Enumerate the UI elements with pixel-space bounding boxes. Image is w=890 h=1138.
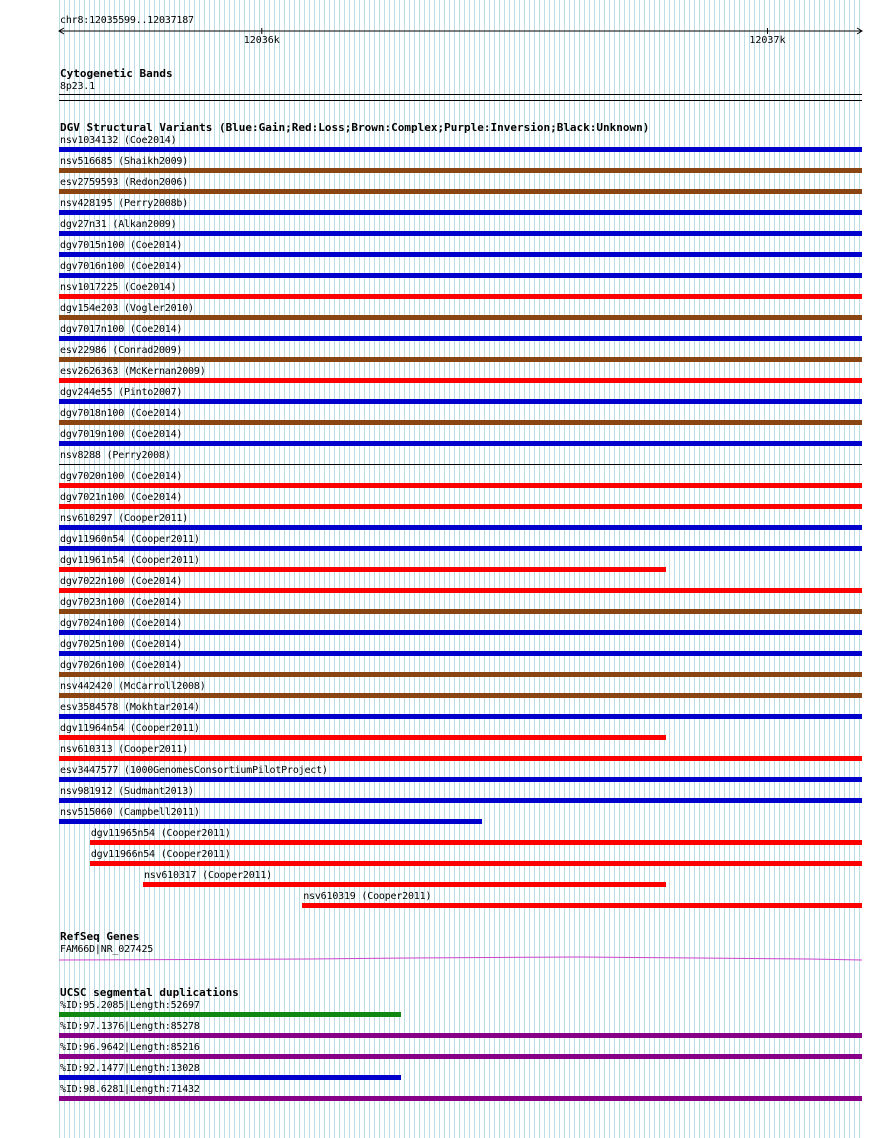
dgv-feature-label[interactable]: nsv1017225 (Coe2014) (60, 282, 177, 293)
cytoband-outline-top (59, 94, 862, 95)
cytoband-label: 8p23.1 (60, 81, 95, 92)
dgv-feature-label[interactable]: dgv11965n54 (Cooper2011) (90, 828, 231, 839)
dgv-feature-label[interactable]: nsv610297 (Cooper2011) (60, 513, 189, 524)
ruler-axis (0, 0, 890, 60)
dgv-feature-label[interactable]: dgv7021n100 (Coe2014) (60, 492, 183, 503)
cytoband-outline-bottom (59, 100, 862, 101)
dgv-feature-label[interactable]: nsv981912 (Sudmant2013) (60, 786, 194, 797)
dgv-feature-bar[interactable] (59, 336, 862, 341)
dgv-feature-bar[interactable] (59, 777, 862, 782)
dgv-feature-label[interactable]: dgv7025n100 (Coe2014) (60, 639, 183, 650)
dgv-feature-label[interactable]: dgv7024n100 (Coe2014) (60, 618, 183, 629)
dgv-feature-bar[interactable] (59, 147, 862, 152)
dgv-feature-label[interactable]: nsv515060 (Campbell2011) (60, 807, 200, 818)
segdup-feature-label[interactable]: %ID:97.1376|Length:85278 (60, 1021, 200, 1032)
segdup-feature-label[interactable]: %ID:96.9642|Length:85216 (60, 1042, 200, 1053)
dgv-feature-bar[interactable] (59, 819, 482, 824)
segdup-feature-bar[interactable] (59, 1054, 862, 1059)
refseq-track-title: RefSeq Genes (60, 930, 140, 943)
dgv-feature-bar[interactable] (59, 189, 862, 194)
ruler-tick-label: 12037k (749, 35, 786, 46)
dgv-feature-bar[interactable] (59, 735, 666, 740)
dgv-feature-label[interactable]: nsv1034132 (Coe2014) (60, 135, 177, 146)
dgv-feature-label[interactable]: nsv610317 (Cooper2011) (143, 870, 272, 881)
dgv-feature-bar[interactable] (59, 357, 862, 362)
dgv-feature-label[interactable]: nsv516685 (Shaikh2009) (60, 156, 189, 167)
dgv-feature-label[interactable]: dgv11964n54 (Cooper2011) (60, 723, 200, 734)
cytoband-track-title: Cytogenetic Bands (60, 67, 173, 80)
dgv-feature-label[interactable]: dgv244e55 (Pinto2007) (60, 387, 183, 398)
dgv-feature-label[interactable]: dgv27n31 (Alkan2009) (60, 219, 177, 230)
dgv-feature-label[interactable]: esv3447577 (1000GenomesConsortiumPilotProject) (60, 765, 328, 776)
dgv-feature-bar[interactable] (302, 903, 862, 908)
dgv-feature-bar[interactable] (59, 231, 862, 236)
dgv-feature-label[interactable]: esv2759593 (Redon2006) (60, 177, 189, 188)
dgv-feature-bar[interactable] (59, 420, 862, 425)
dgv-feature-label[interactable]: dgv7026n100 (Coe2014) (60, 660, 183, 671)
dgv-track-title: DGV Structural Variants (Blue:Gain;Red:Loss;Brown:Complex;Purple:Inversion;Black:Unknown) (60, 121, 650, 134)
region-label: chr8:12035599..12037187 (60, 15, 194, 26)
dgv-feature-bar[interactable] (59, 714, 862, 719)
dgv-feature-bar[interactable] (59, 441, 862, 446)
dgv-feature-bar[interactable] (59, 651, 862, 656)
dgv-feature-bar[interactable] (59, 252, 862, 257)
ruler-tick-label: 12036k (243, 35, 280, 46)
dgv-feature-label[interactable]: dgv11961n54 (Cooper2011) (60, 555, 200, 566)
dgv-feature-bar[interactable] (59, 399, 862, 404)
segdup-feature-label[interactable]: %ID:98.6281|Length:71432 (60, 1084, 200, 1095)
dgv-feature-bar[interactable] (59, 464, 862, 465)
dgv-feature-bar[interactable] (59, 210, 862, 215)
dgv-feature-bar[interactable] (59, 672, 862, 677)
dgv-feature-label[interactable]: esv2626363 (McKernan2009) (60, 366, 206, 377)
dgv-feature-label[interactable]: esv22986 (Conrad2009) (60, 345, 183, 356)
segdup-feature-bar[interactable] (59, 1012, 401, 1017)
dgv-feature-label[interactable]: nsv428195 (Perry2008b) (60, 198, 189, 209)
segdup-feature-bar[interactable] (59, 1096, 862, 1101)
dgv-feature-bar[interactable] (59, 630, 862, 635)
dgv-feature-label[interactable]: nsv610313 (Cooper2011) (60, 744, 189, 755)
dgv-feature-label[interactable]: esv3584578 (Mokhtar2014) (60, 702, 200, 713)
dgv-feature-label[interactable]: dgv11960n54 (Cooper2011) (60, 534, 200, 545)
segdup-track-title: UCSC segmental duplications (60, 986, 239, 999)
dgv-feature-bar[interactable] (59, 798, 862, 803)
refseq-gene-line[interactable] (59, 954, 862, 964)
dgv-feature-bar[interactable] (59, 567, 666, 572)
dgv-feature-bar[interactable] (59, 273, 862, 278)
dgv-feature-bar[interactable] (59, 546, 862, 551)
dgv-feature-bar[interactable] (59, 525, 862, 530)
dgv-feature-label[interactable]: dgv7017n100 (Coe2014) (60, 324, 183, 335)
dgv-feature-bar[interactable] (59, 609, 862, 614)
dgv-feature-label[interactable]: dgv7018n100 (Coe2014) (60, 408, 183, 419)
dgv-feature-label[interactable]: dgv7020n100 (Coe2014) (60, 471, 183, 482)
dgv-feature-label[interactable]: dgv7015n100 (Coe2014) (60, 240, 183, 251)
dgv-feature-label[interactable]: nsv610319 (Cooper2011) (303, 891, 432, 902)
dgv-feature-bar[interactable] (59, 504, 862, 509)
segdup-feature-label[interactable]: %ID:92.1477|Length:13028 (60, 1063, 200, 1074)
dgv-feature-bar[interactable] (143, 882, 666, 887)
segdup-feature-bar[interactable] (59, 1033, 862, 1038)
dgv-feature-label[interactable]: dgv7022n100 (Coe2014) (60, 576, 183, 587)
dgv-feature-label[interactable]: nsv442420 (McCarroll2008) (60, 681, 206, 692)
dgv-feature-bar[interactable] (59, 588, 862, 593)
dgv-feature-bar[interactable] (59, 168, 862, 173)
dgv-feature-bar[interactable] (59, 756, 862, 761)
segdup-feature-bar[interactable] (59, 1075, 401, 1080)
dgv-feature-label[interactable]: dgv154e203 (Vogler2010) (60, 303, 194, 314)
dgv-feature-label[interactable]: nsv8288 (Perry2008) (60, 450, 171, 461)
segdup-feature-label[interactable]: %ID:95.2085|Length:52697 (60, 1000, 200, 1011)
dgv-feature-bar[interactable] (59, 294, 862, 299)
dgv-feature-label[interactable]: dgv7016n100 (Coe2014) (60, 261, 183, 272)
refseq-gene-label[interactable]: FAM66D|NR_027425 (60, 944, 154, 955)
dgv-feature-label[interactable]: dgv7023n100 (Coe2014) (60, 597, 183, 608)
dgv-feature-bar[interactable] (59, 378, 862, 383)
dgv-feature-label[interactable]: dgv11966n54 (Cooper2011) (90, 849, 231, 860)
dgv-feature-bar[interactable] (90, 840, 862, 845)
dgv-feature-label[interactable]: dgv7019n100 (Coe2014) (60, 429, 183, 440)
dgv-feature-bar[interactable] (59, 315, 862, 320)
dgv-feature-bar[interactable] (59, 693, 862, 698)
dgv-feature-bar[interactable] (90, 861, 862, 866)
dgv-feature-bar[interactable] (59, 483, 862, 488)
